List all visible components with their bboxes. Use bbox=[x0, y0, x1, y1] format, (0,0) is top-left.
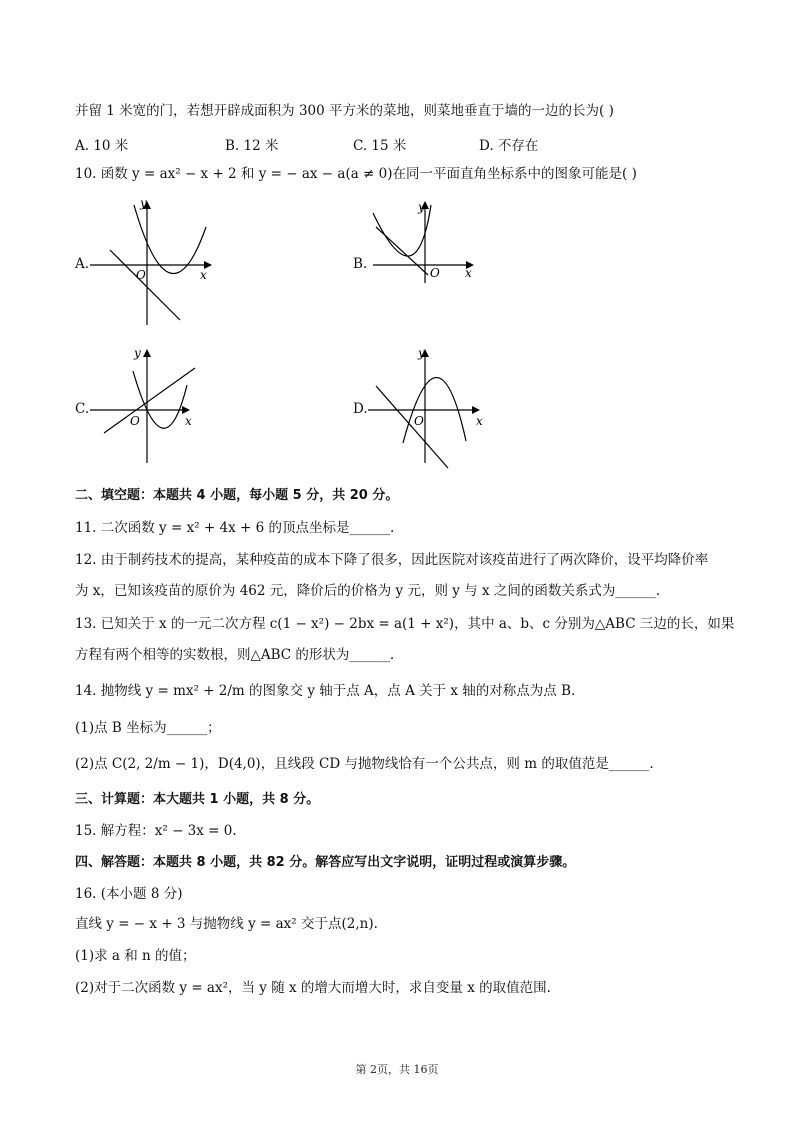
q16-stem: 直线 y = − x + 3 与抛物线 y = ax² 交于点(2,n). bbox=[75, 916, 378, 932]
q9-option-a: A. 10 米 bbox=[75, 138, 129, 154]
q16-part-1: (1)求 a 和 n 的值； bbox=[75, 948, 196, 964]
graph-b-y-label: y bbox=[418, 200, 425, 214]
graph-b bbox=[368, 195, 483, 285]
q16-part-2: (2)对于二次函数 y = ax²，当 y 随 x 的增大而增大时，求自变量 x 的取值范围. bbox=[75, 980, 551, 996]
q10-stem: 10. 函数 y = ax² − x + 2 和 y = − ax − a(a ≠ 0)在同一平面直角坐标系中的图象可能是( ) bbox=[75, 166, 637, 182]
graph-d-origin: O bbox=[414, 414, 424, 428]
graph-a-origin: O bbox=[136, 268, 146, 282]
q16-heading: 16. (本小题 8 分) bbox=[75, 886, 183, 902]
graph-c-label: C. bbox=[75, 401, 90, 417]
q13-text-2: 方程有两个相等的实数根，则△ABC 的形状为______. bbox=[75, 647, 395, 663]
q12-text-2: 为 x，已知该疫苗的原价为 462 元，降价后的价格为 y 元，则 y 与 x 之间的函数关系式为______. bbox=[75, 583, 661, 599]
q15-text: 15. 解方程：x² − 3x = 0. bbox=[75, 823, 237, 839]
graph-b-origin: O bbox=[430, 266, 440, 280]
graph-b-label: B. bbox=[353, 256, 368, 272]
section-3-heading: 三、计算题：本大题共 1 小题，共 8 分。 bbox=[75, 792, 320, 807]
section-2-heading: 二、填空题：本题共 4 小题，每小题 5 分，共 20 分。 bbox=[75, 488, 399, 503]
q9-option-b: B. 12 米 bbox=[225, 138, 279, 154]
graph-c-origin: O bbox=[130, 414, 140, 428]
graph-c bbox=[90, 343, 200, 473]
graph-a bbox=[90, 195, 220, 330]
q11-text: 11. 二次函数 y = x² + 4x + 6 的顶点坐标是______. bbox=[75, 520, 395, 536]
q13-text-1: 13. 已知关于 x 的一元二次方程 c(1 − x²) − 2bx = a(1 + x²)，其中 a、b、c 分别为△ABC 三边的长，如果 bbox=[75, 616, 735, 632]
graph-a-label: A. bbox=[75, 256, 90, 272]
q9-option-d: D. 不存在 bbox=[479, 138, 539, 154]
page-footer: 第 2页，共 16页 bbox=[355, 1063, 439, 1076]
graph-c-x-label: x bbox=[185, 414, 192, 428]
graph-d-label: D. bbox=[353, 401, 368, 417]
graph-d-x-label: x bbox=[476, 414, 483, 428]
graph-a-x-label: x bbox=[200, 268, 207, 282]
q9-text: 并留 1 米宽的门，若想开辟成面积为 300 平方米的菜地，则菜地垂直于墙的一边的长为( ) bbox=[75, 103, 614, 119]
graph-a-y-label: y bbox=[140, 196, 147, 210]
q12-text-1: 12. 由于制药技术的提高，某种疫苗的成本下降了很多，因此医院对该疫苗进行了两次降价，设平均降价率 bbox=[75, 552, 709, 568]
section-4-heading: 四、解答题：本题共 8 小题，共 82 分。解答应写出文字说明，证明过程或演算步骤。 bbox=[75, 855, 576, 870]
graph-d bbox=[368, 343, 488, 473]
q14-text: 14. 抛物线 y = mx² + 2/m 的图象交 y 轴于点 A，点 A 关于 x 轴的对称点为点 B. bbox=[75, 683, 576, 699]
q14-part-2: (2)点 C(2, 2/m − 1)，D(4,0)，且线段 CD 与抛物线恰有一个公共点，则 m 的取值范是______. bbox=[75, 756, 654, 772]
graph-d-y-label: y bbox=[418, 346, 425, 360]
q9-option-c: C. 15 米 bbox=[353, 138, 407, 154]
graph-c-y-label: y bbox=[134, 346, 141, 360]
graph-b-x-label: x bbox=[465, 266, 472, 280]
q14-part-1: (1)点 B 坐标为______； bbox=[75, 720, 221, 736]
